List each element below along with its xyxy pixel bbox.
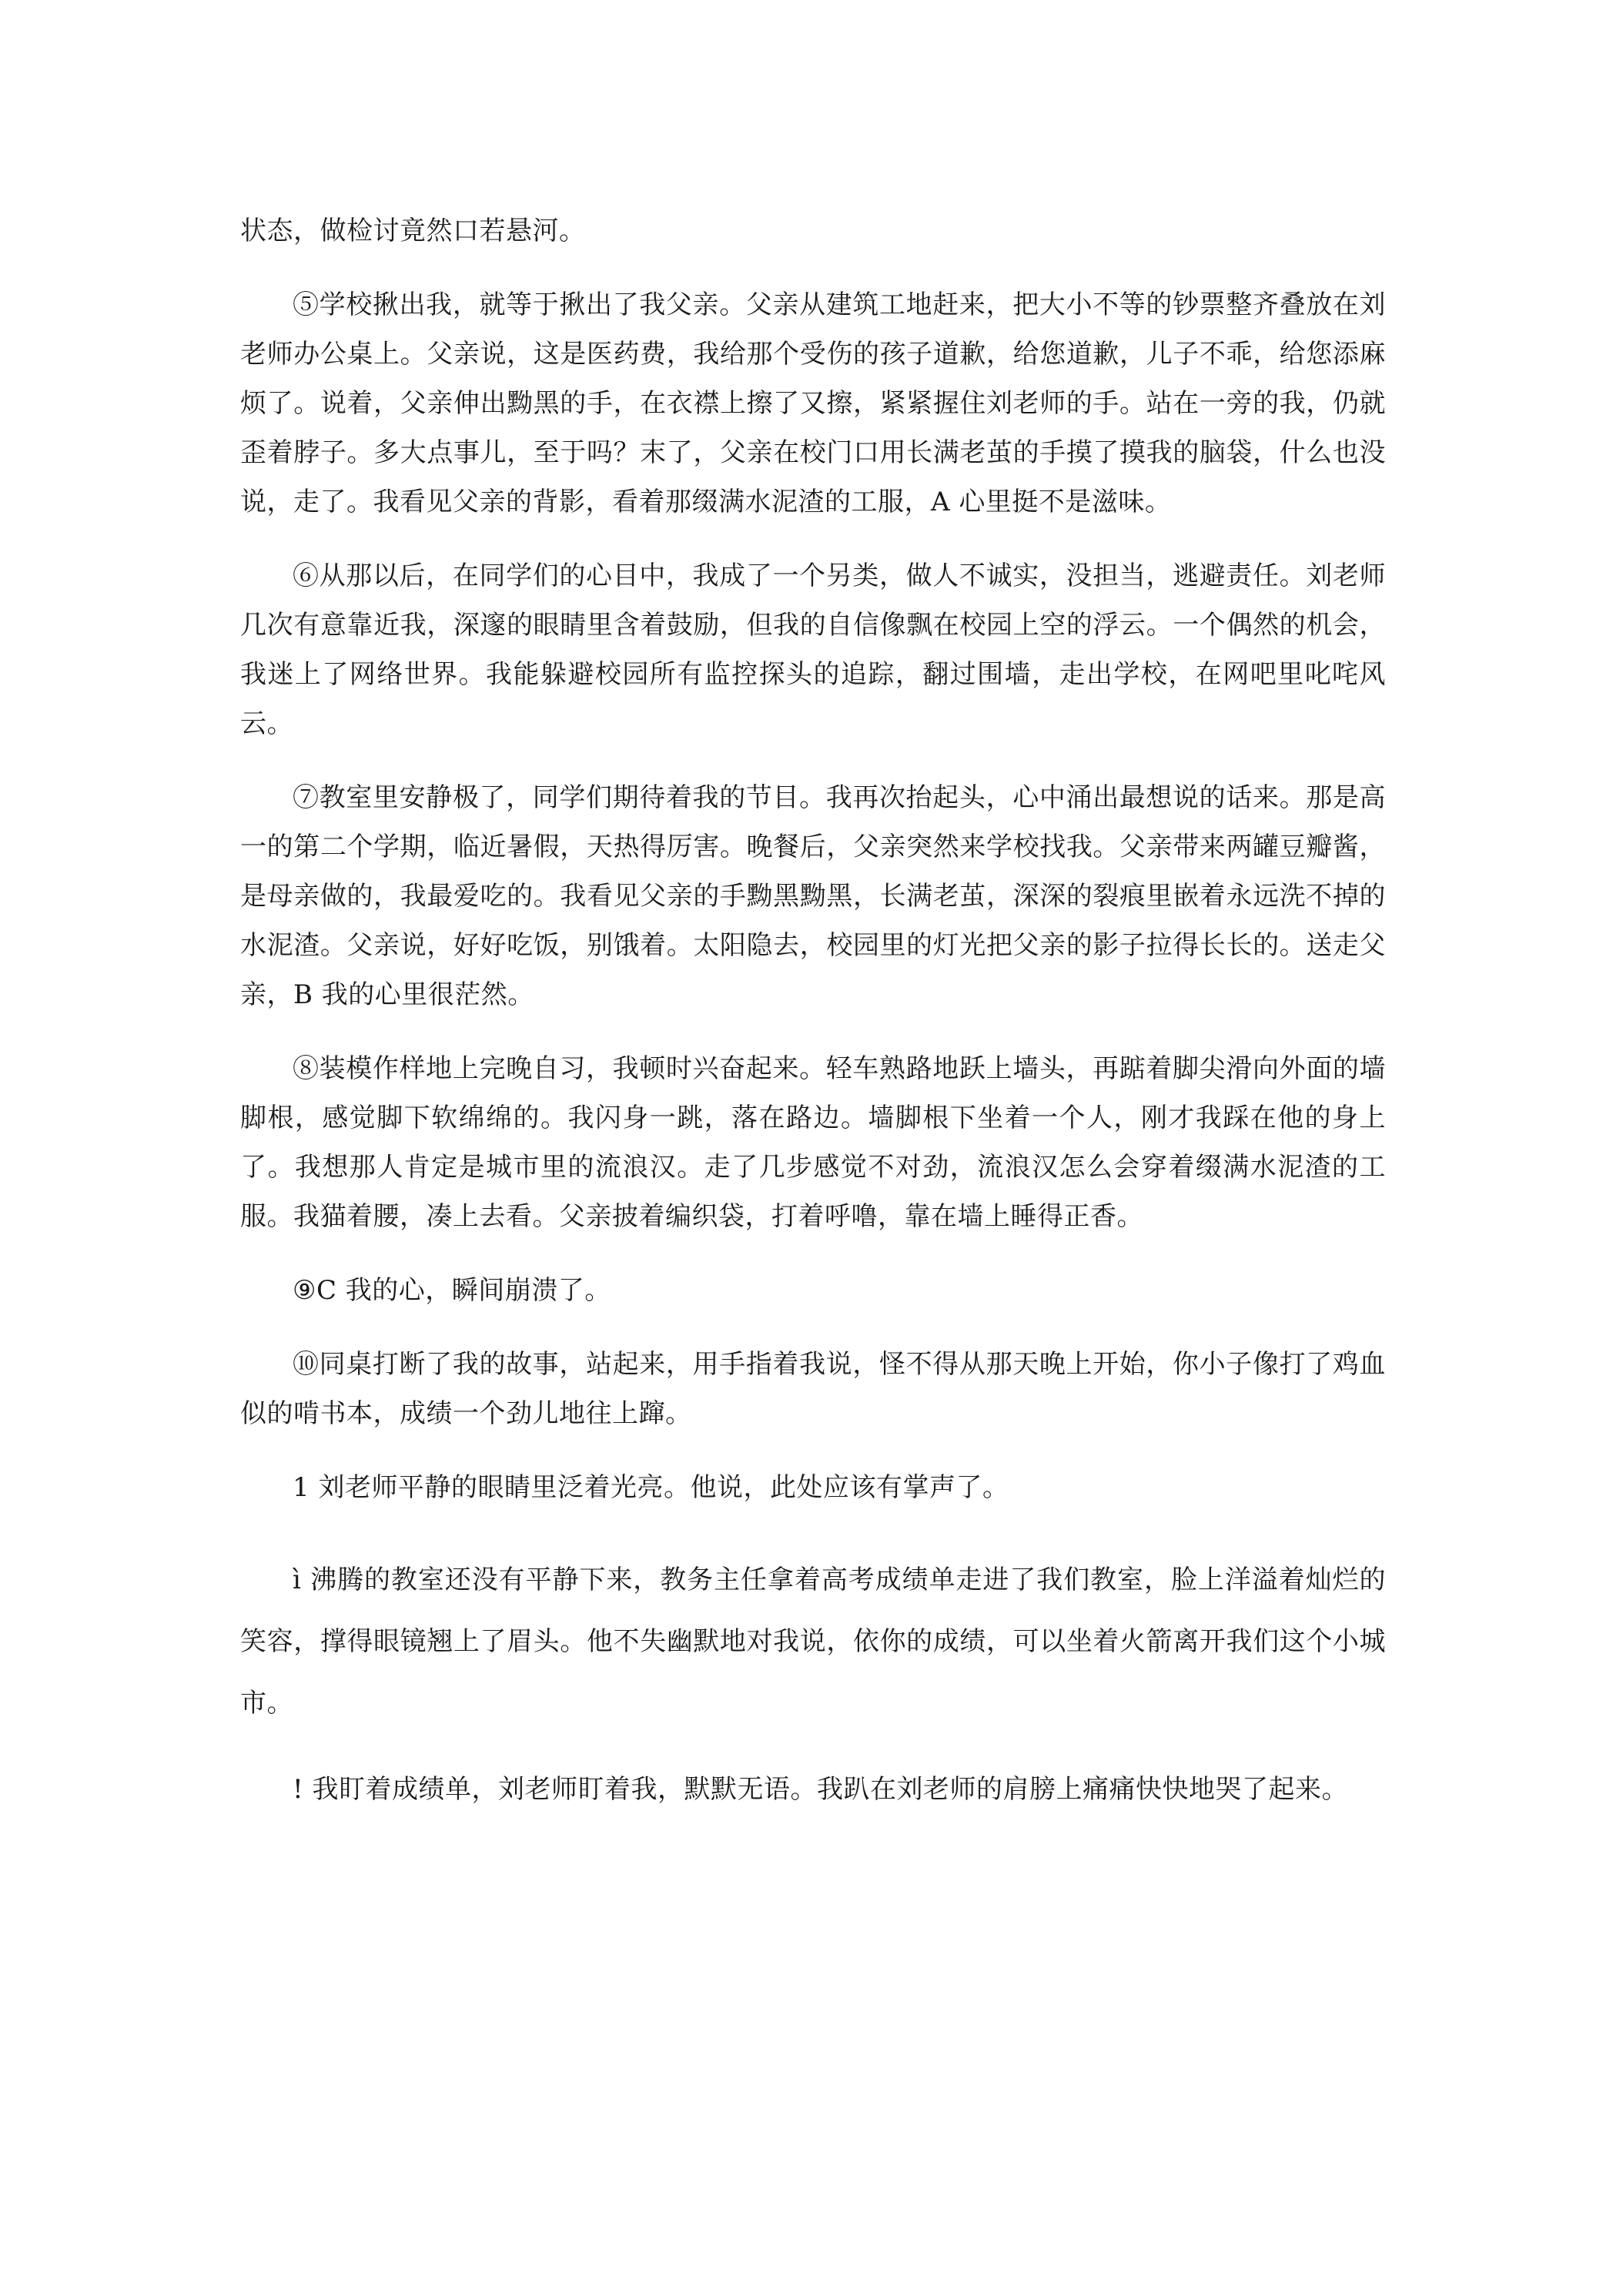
paragraph-continuation: 状态，做检讨竟然口若悬河。	[240, 216, 586, 246]
paragraph-5: ⑤学校揪出我，就等于揪出了我父亲。父亲从建筑工地赶来，把大小不等的钞票整齐叠放在刘老师办公桌上。父亲说，这是医药费，我给那个受伤的孩子道歉，给您道歉，儿子不乖，给您添麻烦了。说着，父亲伸出黝黑的手，在衣襟上擦了又擦，紧紧握住刘老师的手。站在一旁的我，仍就歪着脖子。多大点事儿，至于吗？末了，父亲在校门口用长满老茧的手摸了摸我的脑袋，什么也没说，走了。我看见父亲的背影，看着那缀满水泥渣的工服，A 心里挺不是滋味。	[240, 290, 1386, 517]
paragraph-8: ⑧装模作样地上完晚自习，我顿时兴奋起来。轻车熟路地跃上墙头，再踮着脚尖滑向外面的墙脚根，感觉脚下软绵绵的。我闪身一跳，落在路边。墙脚根下坐着一个人，刚才我踩在他的身上了。我想那人肯定是城市里的流浪汉。走了几步感觉不对劲，流浪汉怎么会穿着缀满水泥渣的工服。我猫着腰，凑上去看。父亲披着编织袋，打着呼噜，靠在墙上睡得正香。	[240, 1053, 1386, 1232]
article-body	[240, 206, 1386, 1820]
paragraph-6: ⑥从那以后，在同学们的心目中，我成了一个另类，做人不诚实，没担当，逃避责任。刘老师几次有意靠近我，深邃的眼睛里含着鼓励，但我的自信像飘在校园上空的浮云。一个偶然的机会，我迷上了网络世界。我能躲避校园所有监控探头的追踪，翻过围墙，走出学校，在网吧里叱咤风云。	[240, 561, 1386, 739]
paragraph-13: ! 我盯着成绩单，刘老师盯着我，默默无语。我趴在刘老师的肩膀上痛痛快快地哭了起来。	[293, 1774, 1348, 1805]
paragraph-7: ⑦教室里安静极了，同学们期待着我的节目。我再次抬起头，心中涌出最想说的话来。那是高一的第二个学期，临近暑假，天热得厉害。晚餐后，父亲突然来学校找我。父亲带来两罐豆瓣酱，是母亲做的，我最爱吃的。我看见父亲的手黝黑黝黑，长满老茧，深深的裂痕里嵌着永远洗不掉的水泥渣。父亲说，好好吃饭，别饿着。太阳隐去，校园里的灯光把父亲的影子拉得长长的。送走父亲，B 我的心里很茫然。	[240, 782, 1386, 1010]
paragraph-11: 1 刘老师平静的眼睛里泛着光亮。他说，此处应该有掌声了。	[293, 1472, 1009, 1503]
paragraph-9: ⑨C 我的心，瞬间崩溃了。	[293, 1275, 611, 1306]
paragraph-10: ⑩同桌打断了我的故事，站起来，用手指着我说，怪不得从那天晚上开始，你小子像打了鸡血似的啃书本，成绩一个劲儿地往上蹿。	[240, 1349, 1386, 1429]
paragraph-12: ì 沸腾的教室还没有平静下来，教务主任拿着高考成绩单走进了我们教室，脸上洋溢着灿烂的笑容，撑得眼镜翘上了眉头。他不失幽默地对我说，依你的成绩，可以坐着火箭离开我们这个小城市。	[240, 1565, 1386, 1719]
